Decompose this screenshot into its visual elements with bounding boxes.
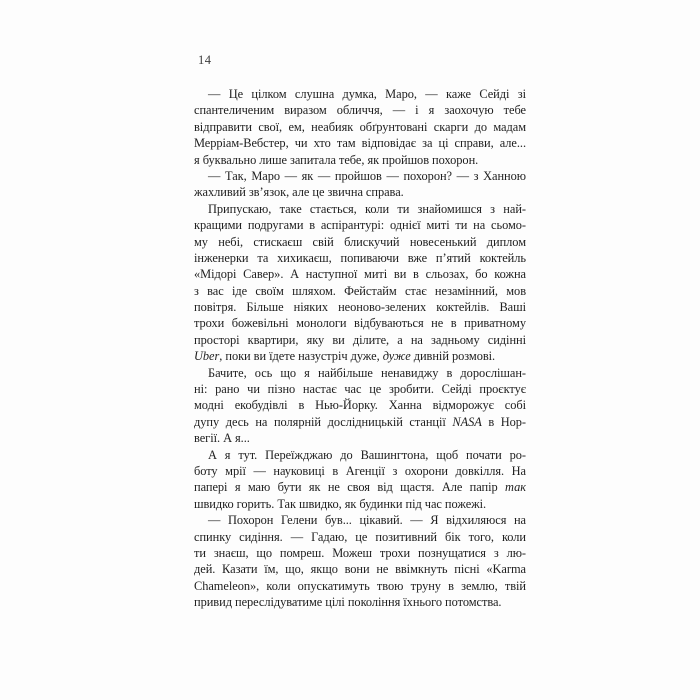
text-line (194, 381, 526, 397)
text-segment: жахливий зв’язок, але це звична справа. (194, 185, 404, 200)
page-number: 14 (198, 53, 212, 67)
text-segment: — Так, Маро — як — пройшов — похорон? — з Ханною (208, 168, 526, 183)
text-line (194, 414, 526, 430)
text-segment: привид переслідуватиме цілі покоління їхнього потомства. (194, 595, 502, 610)
text-segment: кращими подругами в аспірантурі: однієї миті ти на сьомо- (194, 218, 526, 233)
text-line (194, 594, 526, 610)
text-line (194, 250, 526, 266)
text-line (194, 397, 526, 413)
text-segment: дивній розмові. (410, 349, 496, 364)
text-segment: — Похорон Гелени був... цікавий. — Я відхиляюся на (208, 513, 526, 528)
text-line (194, 578, 526, 594)
italic-text: NASA (452, 414, 482, 429)
italic-text: дуже (382, 349, 411, 364)
text-segment: ні: рано чи пізно настає час це зробити. Сейді проєктує (194, 382, 526, 397)
text-segment: швидко горить. Так швидко, як будинки під час пожежі. (194, 496, 487, 511)
text-line (194, 266, 526, 282)
italic-text: Uber (194, 349, 220, 364)
text-line (194, 86, 526, 102)
text-line (194, 283, 526, 299)
text-segment: дупу десь на полярній дослідницькій станції (194, 414, 453, 429)
text-segment: в Нор- (481, 414, 526, 429)
text-segment: просторі квартири, яку ви ділите, а на задньому сидінні (194, 332, 526, 347)
text-segment: Chameleon», коли опускатимуть твою труну в землю, твій (194, 578, 526, 593)
text-segment: спинку сидіння. — Гадаю, це позитивний бік того, коли (194, 529, 526, 544)
text-segment: я буквально лише запитала тебе, як пройшов похорон. (194, 152, 479, 167)
text-segment: з вас іде своїм шляхом. Фейстайм стає незамінний, мов (194, 283, 526, 298)
text-block (194, 86, 526, 611)
text-segment: модні екобудівлі в Нью-Йорку. Ханна відморожує собі (194, 398, 526, 413)
text-line (194, 332, 526, 348)
text-segment: , поки ви їдете назустріч дуже, (219, 349, 383, 364)
text-segment: трохи божевільні монологи відбуваються не в приватному (194, 316, 526, 331)
text-segment: му небі, стискаєш свій блискучий новесенький диплом (194, 234, 526, 249)
text-line (194, 348, 526, 364)
text-line (194, 168, 526, 184)
text-line (194, 299, 526, 315)
text-segment: дей. Казати їм, що, якщо вони не ввімкнуть пісні «Karma (194, 562, 526, 577)
text-segment: вегії. А я... (194, 431, 250, 446)
text-segment: Бачите, ось що я найбільше ненавиджу в дорослішан- (208, 365, 526, 380)
text-line (194, 135, 526, 151)
text-line (194, 152, 526, 168)
text-segment: ти знаєш, що помреш. Можеш трохи познущатися з лю- (194, 545, 526, 560)
text-segment: боту мрії — науковиці в Агенції з охорони довкілля. На (194, 463, 526, 478)
text-segment: А я тут. Переїжджаю до Вашингтона, щоб почати ро- (208, 447, 526, 462)
text-segment: — Це цілком слушна думка, Маро, — каже Сейді зі (208, 87, 526, 101)
text-line (194, 496, 526, 512)
text-line (194, 102, 526, 118)
text-line (194, 479, 526, 495)
text-segment: відправити свої, ем, неабияк обґрунтовані скарги до мадам (194, 119, 526, 134)
text-line (194, 430, 526, 446)
text-line (194, 545, 526, 561)
text-segment: папері я маю бути як не своя від щастя. Але папір (194, 480, 506, 495)
text-line (194, 447, 526, 463)
text-line (194, 512, 526, 528)
text-line (194, 201, 526, 217)
italic-text: так (505, 480, 526, 495)
text-line (194, 315, 526, 331)
text-line (194, 184, 526, 200)
text-segment: інженерки та хихикаєш, попиваючи вже п’ятий коктейль (194, 250, 526, 265)
text-segment: Мерріам-Вебстер, чи хто там відповідає за ці справи, але... (194, 136, 526, 151)
text-segment: спантеличеним виразом обличчя, — і я заохочую тебе (194, 103, 526, 118)
text-line (194, 365, 526, 381)
text-line (194, 463, 526, 479)
text-segment: «Мідорі Савер». А наступної миті ви в сльозах, бо кожна (194, 267, 526, 282)
text-line (194, 561, 526, 577)
text-line (194, 234, 526, 250)
text-segment: повітря. Більше ніяких неоново-зелених коктейлів. Ваші (194, 300, 526, 315)
text-line (194, 217, 526, 233)
text-line (194, 119, 526, 135)
text-line (194, 529, 526, 545)
text-segment: Припускаю, таке стається, коли ти знайомишся з най- (208, 201, 526, 216)
